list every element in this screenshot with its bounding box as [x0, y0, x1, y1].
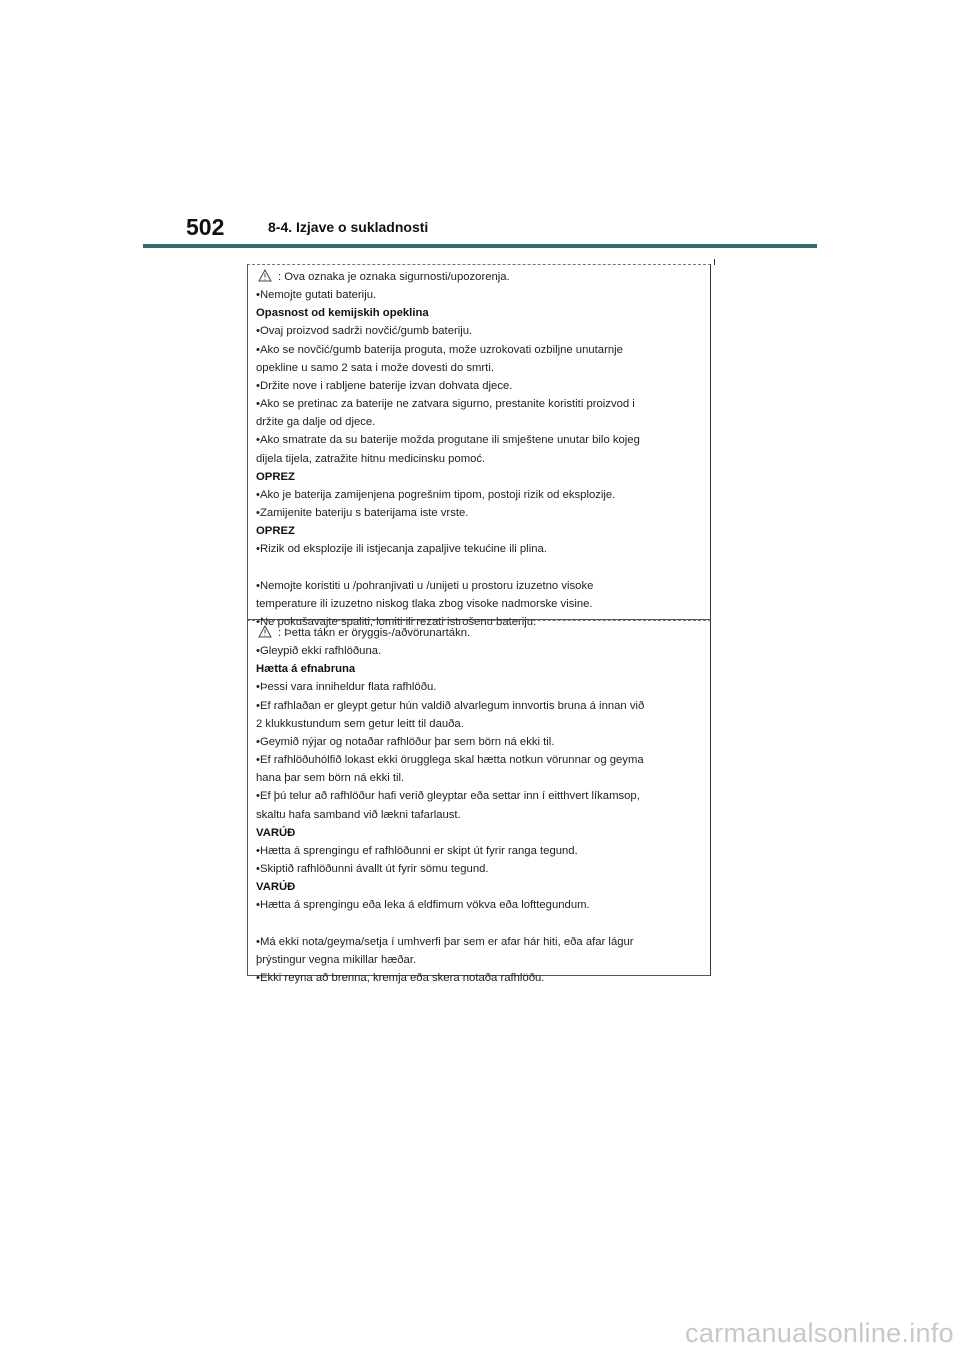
warning-line: [256, 450, 710, 468]
warning-line: [256, 431, 710, 449]
section-title: 8-4. Izjave o sukladnosti: [268, 219, 429, 235]
line-text: dijela tijela, zatražite hitnu medicinsku pomoć.: [256, 452, 486, 465]
warning-line: [256, 377, 710, 395]
warning-line: [256, 268, 710, 286]
line-text: skaltu hafa samband við lækni tafarlaust.: [256, 808, 461, 821]
line-text: •Ef þú telur að rafhlöður hafi verið gleyptar eða settar inn í eitthvert líkamsop,: [256, 790, 640, 803]
line-text: •Hætta á sprengingu ef rafhlöðunni er skipt út fyrir ranga tegund.: [256, 844, 578, 857]
line-text: •Gleypið ekki rafhlöðuna.: [256, 645, 382, 658]
warning-line: [256, 678, 710, 696]
line-text: •Zamijenite bateriju s baterijama iste vrste.: [256, 507, 469, 520]
warning-line: [256, 595, 710, 613]
line-text: opekline u samo 2 sata i može dovesti do smrti.: [256, 361, 494, 374]
croatian-warning-box: [247, 264, 711, 628]
warning-line: [256, 624, 710, 642]
warning-heading: [256, 522, 710, 540]
line-text: VARÚÐ: [256, 881, 296, 894]
warning-line: [256, 395, 710, 413]
line-text: þrýstingur vegna mikillar hæðar.: [256, 953, 417, 966]
warning-line: [256, 341, 710, 359]
warning-line: [256, 751, 710, 769]
line-text: OPREZ: [256, 525, 295, 538]
warning-line: [256, 860, 710, 878]
line-text: držite ga dalje od djece.: [256, 416, 376, 429]
line-text: •Þessi vara inniheldur flata rafhlöðu.: [256, 681, 437, 694]
icelandic-warning-box: [247, 620, 711, 984]
line-text: •Nemojte gutati bateriju.: [256, 289, 377, 302]
line-text: •Ako se pretinac za baterije ne zatvara sigurno, prestanite koristiti proizvod i: [256, 398, 635, 411]
line-text: •Ef rafhlöðuhólfið lokast ekki örugglega skal hætta notkun vörunnar og geyma: [256, 754, 644, 767]
line-text: •Ovaj proizvod sadrži novčić/gumb bateriju.: [256, 325, 473, 338]
line-text: 2 klukkustundum sem getur leitt til dauða.: [256, 717, 464, 730]
line-text: •Hætta á sprengingu eða leka á eldfimum vökva eða lofttegundum.: [256, 899, 590, 912]
page-number: 502: [186, 214, 225, 240]
line-text: •Geymið nýjar og notaðar rafhlöður þar sem börn ná ekki til.: [256, 735, 555, 748]
spacer: [256, 915, 710, 933]
warning-line: [256, 577, 710, 595]
warning-line: [256, 787, 710, 805]
line-text: Opasnost od kemijskih opeklina: [256, 307, 429, 320]
warning-heading: [256, 824, 710, 842]
warning-line: [256, 842, 710, 860]
warning-line: [256, 286, 710, 304]
warning-heading: [256, 468, 710, 486]
warning-line: [256, 697, 710, 715]
line-text: •Držite nove i rabljene baterije izvan dohvata djece.: [256, 379, 513, 392]
spacer: [256, 559, 710, 577]
line-text: •Ekki reyna að brenna, kremja eða skera notaða rafhlöðu.: [256, 971, 545, 984]
warning-line: [256, 504, 710, 522]
line-text: hana þar sem börn ná ekki til.: [256, 772, 405, 785]
line-text: temperature ili izuzetno niskog tlaka zbog visoke nadmorske visine.: [256, 597, 593, 610]
warning-line: [256, 359, 710, 377]
warning-triangle-icon: [258, 269, 272, 282]
warning-triangle-icon: [258, 625, 272, 638]
warning-line: [256, 733, 710, 751]
warning-line: [256, 933, 710, 951]
line-text: •Má ekki nota/geyma/setja í umhverfi þar sem er afar hár hiti, eða afar lágur: [256, 935, 634, 948]
header-rule: [143, 244, 817, 248]
line-text: Hætta á efnabruna: [256, 663, 356, 676]
warning-line: [256, 413, 710, 431]
warning-line: [256, 969, 710, 987]
line-text: VARÚÐ: [256, 826, 296, 839]
line-text: •Ako smatrate da su baterije možda progutane ili smještene unutar bilo kojeg: [256, 434, 640, 447]
warning-line: [256, 322, 710, 340]
line-text: •Ako se novčić/gumb baterija proguta, može uzrokovati ozbiljne unutarnje: [256, 343, 623, 356]
warning-line: [256, 642, 710, 660]
warning-heading: [256, 304, 710, 322]
warning-line: [256, 540, 710, 558]
watermark: carmanualsonline.info: [685, 1318, 954, 1348]
warning-line: [256, 769, 710, 787]
warning-line: [256, 715, 710, 733]
line-text: •Ne pokušavajte spaliti, lomiti ili rezati istrošenu bateriju.: [256, 615, 537, 628]
line-text: : Þetta tákn er öryggis-/aðvörunartákn.: [278, 627, 471, 639]
warning-heading: [256, 660, 710, 678]
line-text: •Ef rafhlaðan er gleypt getur hún valdið alvarlegum innvortis bruna á innan við: [256, 699, 645, 712]
line-text: •Skiptið rafhlöðunni ávallt út fyrir sömu tegund.: [256, 863, 489, 876]
line-text: •Nemojte koristiti u /pohranjivati u /unijeti u prostoru izuzetno visoke: [256, 579, 594, 592]
line-text: •Ako je baterija zamijenjena pogrešnim tipom, postoji rizik od eksplozije.: [256, 488, 616, 501]
line-text: : Ova oznaka je oznaka sigurnosti/upozorenja.: [278, 271, 510, 283]
warning-line: [256, 486, 710, 504]
warning-heading: [256, 878, 710, 896]
warning-line: [256, 951, 710, 969]
line-text: •Rizik od eksplozije ili istjecanja zapaljive tekućine ili plina.: [256, 543, 547, 556]
warning-line: [256, 806, 710, 824]
line-text: OPREZ: [256, 470, 295, 483]
warning-line: [256, 896, 710, 914]
